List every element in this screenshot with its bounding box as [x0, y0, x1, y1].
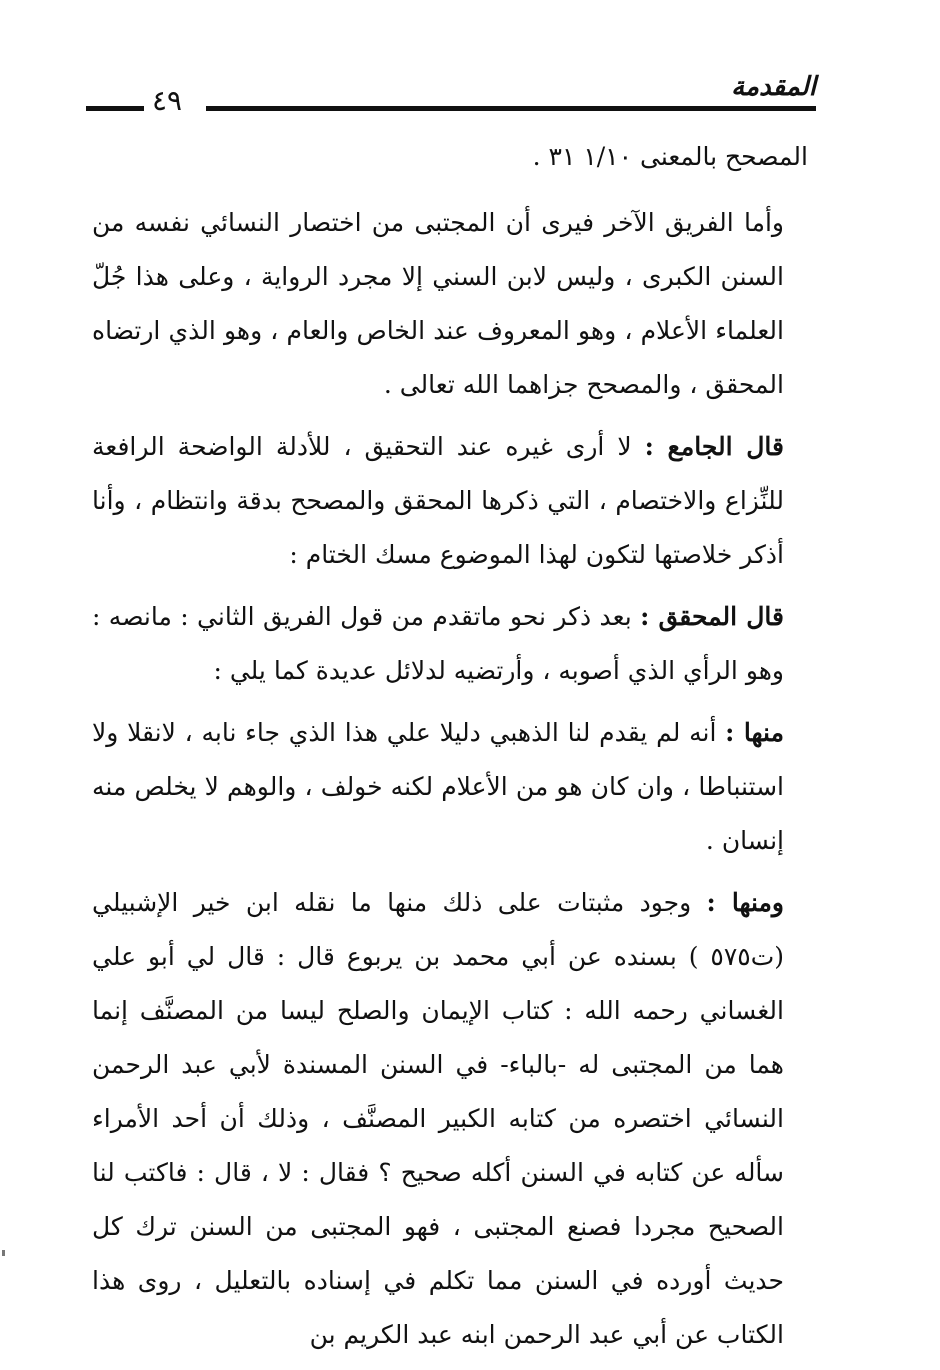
paragraph-text: أنه لم يقدم لنا الذهبي دليلا علي هذا الذي جاء نابه ، لانقلا ولا استنباطا ، وان كان هو من الأعلام لكنه خولف ، والوهم لا يخلص منه إنسان . — [92, 718, 784, 855]
paragraph-lead: منها : — [725, 718, 784, 747]
body-text — [92, 130, 808, 1370]
paragraph-text: بعد ذكر نحو ماتقدم من قول الفريق الثاني : مانصه : وهو الرأي الذي أصوبه ، وأرتضيه لدلائل عديدة كما يلي : — [92, 602, 784, 685]
paragraph-text: لا أرى غيره عند التحقيق ، للأدلة الواضحة الرافعة للنِّزاع والاختصام ، التي ذكرها المحقق والمصحح بدقة وانتظام ، وأنا أذكر خلاصتها لتكون لهذا الموضوع مسك الختام : — [92, 432, 784, 569]
paragraph-text: وجود مثبتات على ذلك منها ما نقله ابن خير الإشبيلي (ت٥٧٥ ) بسنده عن أبي محمد بن يربوع قال : قال لي أبو علي الغساني رحمه الله : كتاب الإيمان والصلح ليسا من المصنَّف إنما هما من المجتبى له -بالباء- في السنن المسندة لأبي عبد الرحمن النسائي اختصره من كتابه الكبير المصنَّف ، وذلك أن أحد الأمراء سأله عن كتابه في السنن أكله صحيح ؟ فقال : لا ، قال : فاكتب لنا الصحيح مجردا فصنع المجتبى ، فهو المجتبى من السنن ترك كل حديث أورده في السنن مما تكلم في إسناده بالتعليل ، روى هذا الكتاب عن أبي عبد الرحمن ابنه عبد الكريم بن — [92, 888, 784, 1349]
running-header — [86, 70, 816, 122]
paragraph — [92, 876, 808, 1362]
section-title: المقدمة — [731, 72, 816, 102]
paragraph — [92, 420, 808, 582]
paragraph — [92, 706, 808, 868]
scan-mark — [2, 1250, 5, 1256]
page-number: ٤٩ — [152, 84, 183, 117]
paragraph-lead: قال الجامع : — [644, 432, 784, 461]
header-rule-short — [86, 106, 144, 111]
paragraph — [92, 590, 808, 698]
paragraph-lead: قال المحقق : — [640, 602, 784, 631]
header-rule — [206, 106, 816, 111]
paragraph-text: وأما الفريق الآخر فيرى أن المجتبى من اختصار النسائي نفسه من السنن الكبرى ، وليس لابن السني إلا مجرد الرواية ، وعلى هذا جُلّ العلماء الأعلام ، وهو المعروف عند الخاص والعام ، وهو الذي ارتضاه المحقق ، والمصحح جزاهما الله تعالى . — [92, 208, 784, 399]
paragraph — [92, 196, 808, 412]
paragraph — [92, 130, 808, 184]
paragraph-text: المصحح بالمعنى ١/١٠ ٣١ . — [532, 142, 808, 171]
paragraph-lead: ومنها : — [706, 888, 784, 917]
